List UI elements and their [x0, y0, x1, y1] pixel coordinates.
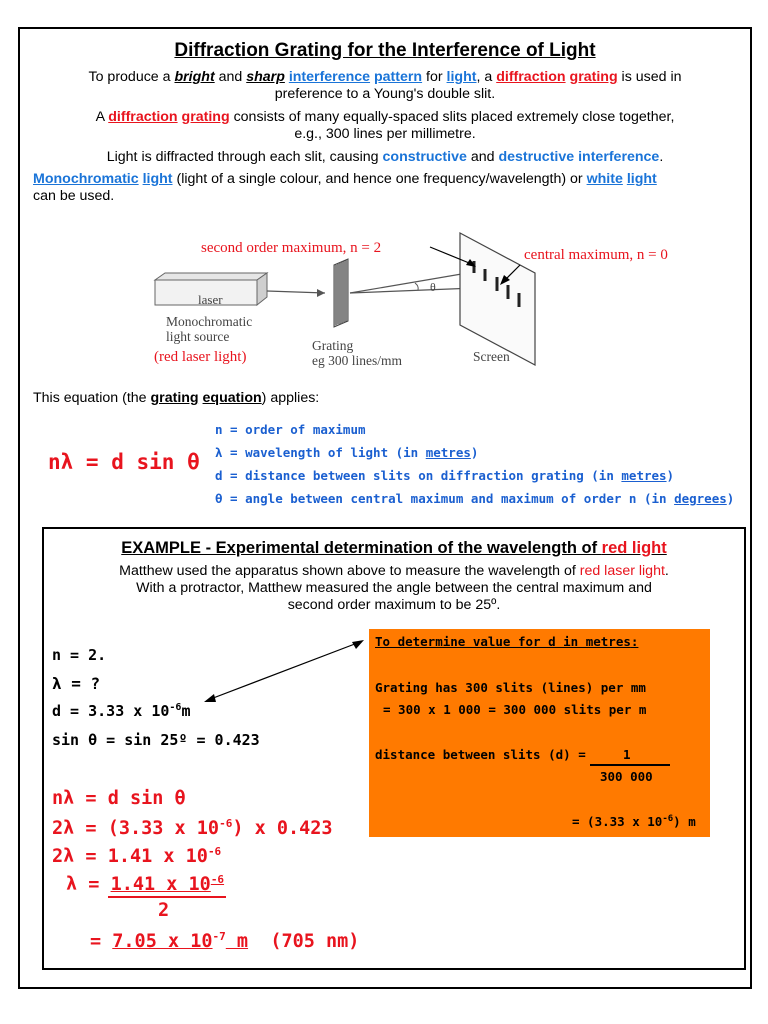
given-sin: sin θ = sin 25º = 0.423	[52, 731, 260, 749]
working-denominator: 2	[158, 900, 170, 921]
working-line-2: 2λ = (3.33 x $10^{-6}$) x 0.423	[52, 817, 333, 840]
apparatus-diagram	[140, 225, 720, 375]
box-line-1: Grating has 300 slits (lines) per mm	[375, 680, 646, 695]
beam-arrow	[317, 289, 325, 297]
label-grating: Grating	[312, 338, 354, 353]
intro-paragraph-2: A diffraction grating consists of many equally-spaced slits placed extremely close together, e.g., 300 lines per millimetre.	[95, 109, 675, 142]
working-result: = 7.05 x $10^{-7}$ m (705 nm)	[90, 930, 360, 953]
var-n: n = order of maximum	[215, 422, 366, 437]
d-calculation-box	[369, 629, 710, 837]
page-title: Diffraction Grating for the Interference of Light	[174, 40, 596, 61]
box-line-3: distance between slits (d) =	[375, 747, 586, 762]
double-arrow	[200, 636, 370, 708]
box-line-2: = 300 x 1 000 = 300 000 slits per m	[383, 702, 647, 717]
label-laser: laser	[198, 292, 223, 307]
equation-intro: This equation (the grating equation) applies:	[33, 390, 320, 406]
working-line-4: λ = 1.41 x $10^{-6}$	[66, 873, 225, 896]
working-line-1: nλ = d sin θ	[52, 788, 186, 809]
label-central: central maximum, n = 0	[524, 247, 668, 263]
given-n: n = 2.	[52, 646, 107, 664]
label-monochromatic: Monochromatic	[166, 314, 253, 329]
given-d: d = 3.33 x $10^{-6}m$	[52, 702, 191, 720]
box-numerator: 1	[623, 747, 631, 762]
box-result: = (3.33 x $10^{-6}$) m	[572, 814, 696, 830]
box-fraction-bar	[590, 764, 670, 766]
laser-beam	[267, 291, 325, 293]
intro-paragraph-3: Light is diffracted through each slit, causing constructive and destructive interference.	[106, 149, 664, 165]
given-lambda: λ = ?	[52, 674, 101, 693]
example-description: Matthew used the apparatus shown above to measure the wavelength of red laser light. With a protractor, Matthew measured the angle between the central maximum and second order maximum to be 25º.	[119, 563, 669, 613]
intro-paragraph-4: Monochromatic light (light of a single colour, and hence one frequency/wavelength) or white light can be used.	[33, 171, 657, 204]
example-title: EXAMPLE - Experimental determination of the wavelength of red light	[121, 539, 667, 557]
grating-shape	[334, 259, 348, 327]
box-heading: To determine value for d in metres:	[375, 634, 639, 649]
label-second-order: second order maximum, n = 2	[201, 240, 382, 256]
var-d: d = distance between slits on diffraction grating (in metres)	[215, 468, 675, 483]
label-screen: Screen	[473, 349, 510, 364]
label-red-laser: (red laser light)	[154, 349, 247, 365]
label-theta: θ	[430, 280, 436, 294]
box-denominator: 300 000	[600, 769, 653, 784]
var-lambda: λ = wavelength of light (in metres)	[215, 445, 479, 460]
intro-paragraph-1: To produce a bright and sharp interference pattern for light, a diffraction grating is used in preference to a Young's double slit.	[88, 69, 682, 102]
var-theta: θ = angle between central maximum and maximum of order n (in degrees)	[215, 491, 735, 506]
label-grating-spec: eg 300 lines/mm	[312, 353, 402, 368]
label-light-source: light source	[166, 329, 230, 344]
variable-definitions	[215, 418, 755, 510]
theta-arc	[415, 283, 418, 290]
grating-equation: nλ = d sin θ	[48, 450, 200, 474]
working-line-3: 2λ = 1.41 x $10^{-6}$	[52, 845, 222, 868]
fraction-bar	[108, 896, 226, 898]
